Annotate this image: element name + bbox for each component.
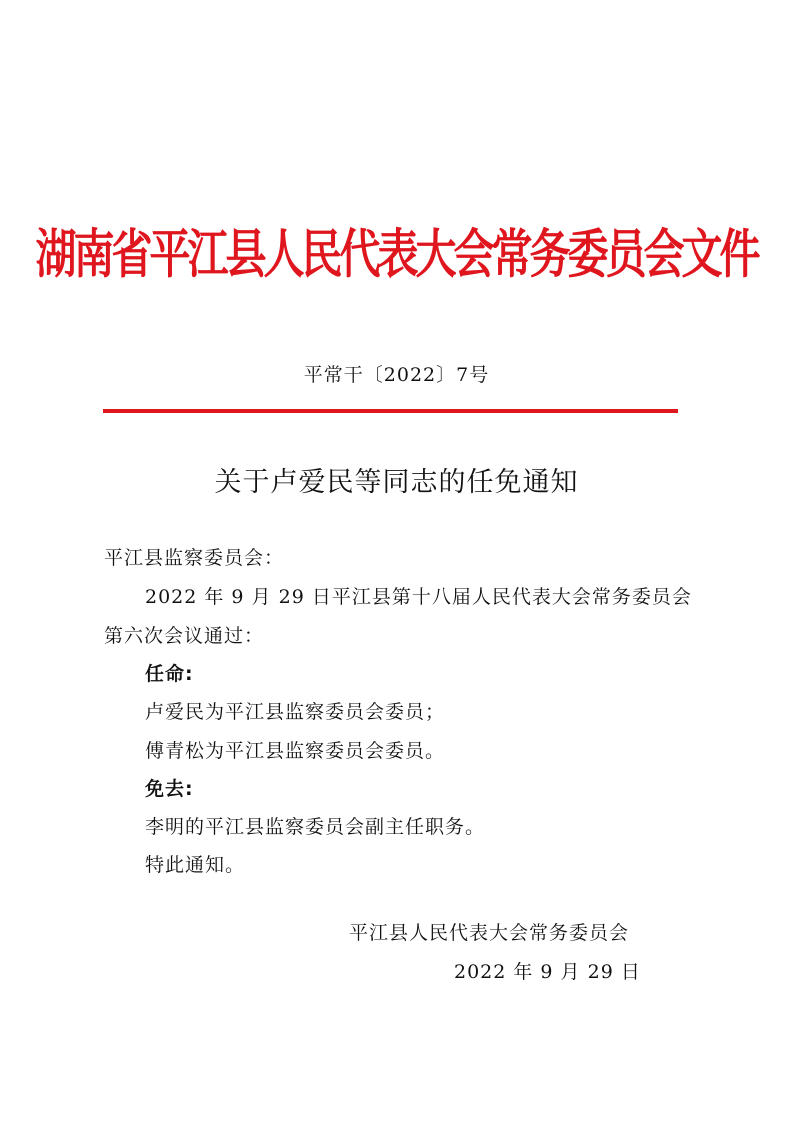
signature-organization: 平江县人民代表大会常务委员会 [349, 922, 630, 944]
document-header-title: 湖南省平江县人民代表大会常务委员会文件 [35, 223, 758, 285]
appoint-item: 卢爱民为平江县监察委员会委员； [145, 701, 446, 723]
intro-line-1: 2022 年 9 月 29 日平江县第十八届人民代表大会常务委员会 [145, 586, 692, 608]
red-divider-line [103, 409, 678, 413]
intro-line-2: 第六次会议通过： [104, 625, 265, 647]
document-number: 平常干〔2022〕7号 [303, 364, 490, 386]
appoint-item: 傅青松为平江县监察委员会委员。 [145, 740, 446, 762]
closing-text: 特此通知。 [145, 854, 246, 876]
notice-title: 关于卢爱民等同志的任免通知 [214, 467, 579, 498]
salutation: 平江县监察委员会： [104, 547, 285, 569]
dismiss-item: 李明的平江县监察委员会副主任职务。 [145, 816, 486, 838]
dismiss-heading: 免去: [145, 778, 194, 800]
signature-date: 2022 年 9 月 29 日 [454, 961, 641, 983]
appoint-heading: 任命: [145, 663, 194, 685]
